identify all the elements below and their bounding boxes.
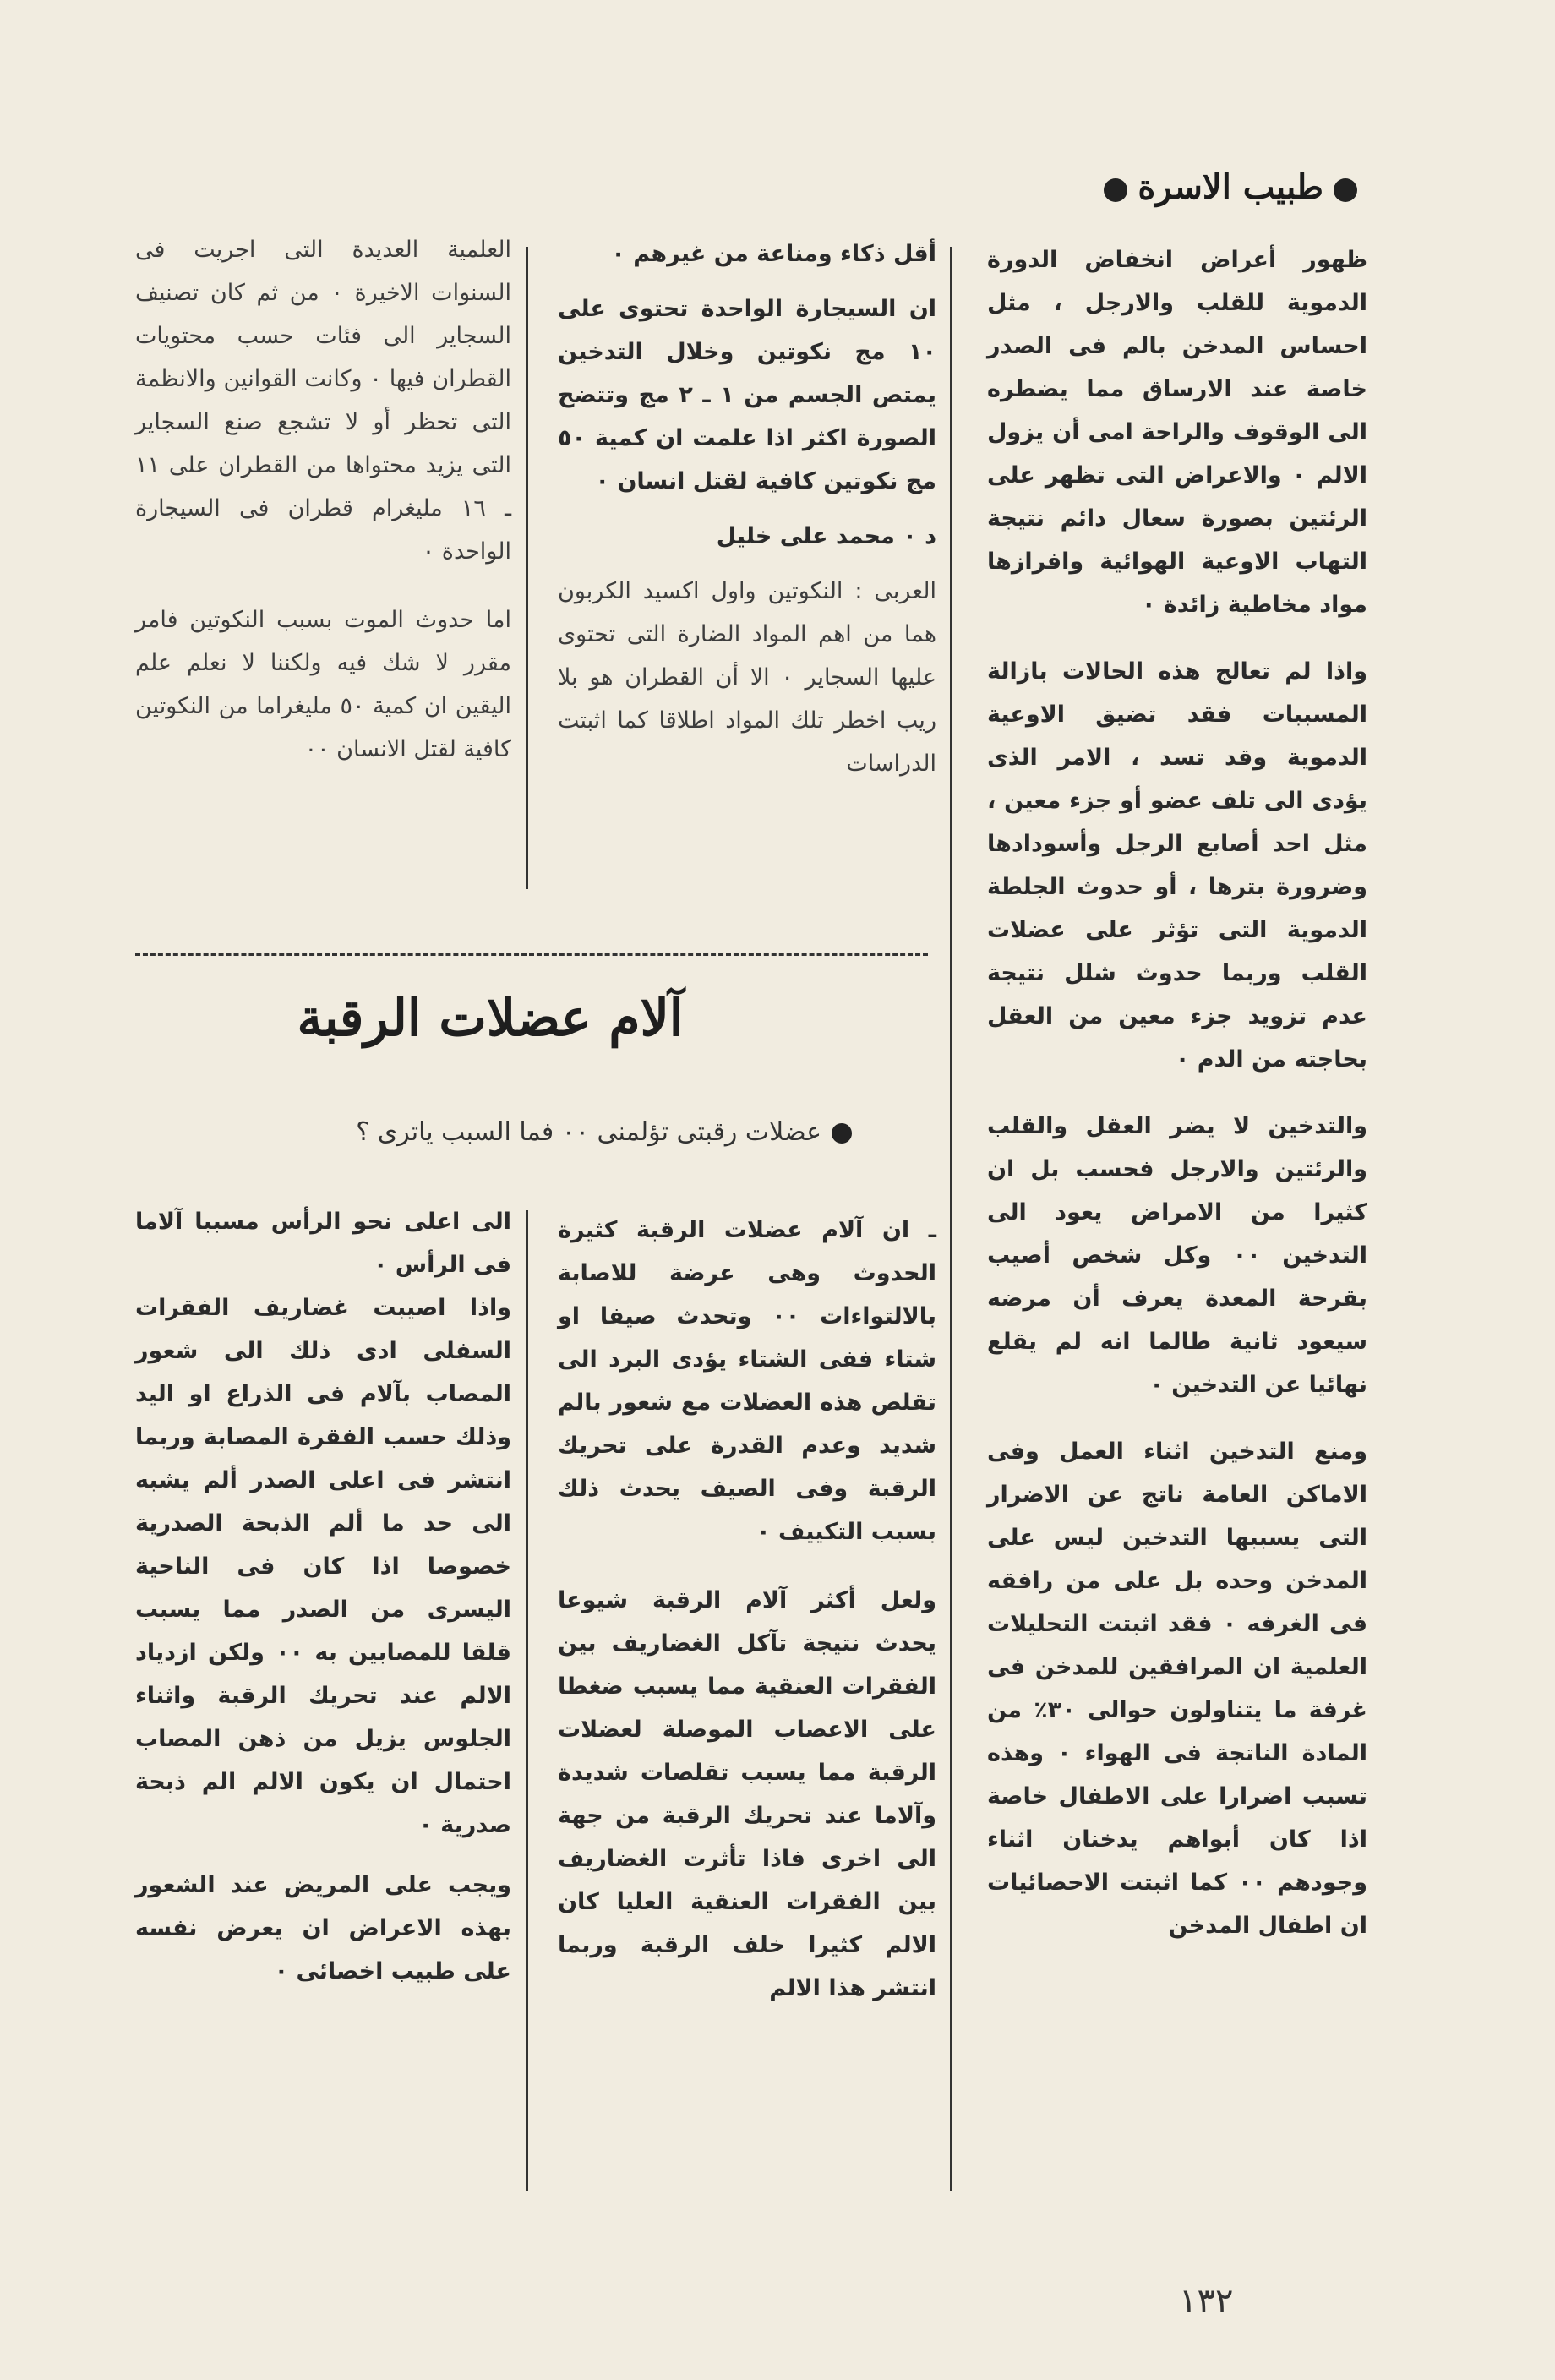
column-divider xyxy=(526,1210,528,2191)
bullet-icon xyxy=(832,1123,852,1144)
paragraph: ولعل أكثر آلام الرقبة شيوعا يحدث نتيجة تآكل الغضاريف بين الفقرات العنقية مما يسبب ضغطا على الاعصاب الموصلة لعضلات الرقبة مما يسبب تقلصات شديدة وآلاما عند تحريك الرقبة من جهة الى اخرى فاذا تأثرت الغضاريف بين الفقرات العنقية العليا كان الالم كثيرا خلف الرقبة وربما انتشر هذا الالم xyxy=(558,1587,936,2001)
bottom-middle-column xyxy=(558,1209,936,2033)
paragraph: ـ ان آلام عضلات الرقبة كثيرة الحدوث وهى عرضة للاصابة بالالتواءات ٠٠ وتحدث صيفا او شتاء ففى الشتاء يؤدى البرد الى تقلص هذه العضلات مع شعور بالم شديد وعدم القدرة على تحريك الرقبة وفى الصيف يحدث ذلك بسبب التكييف ٠ xyxy=(558,1217,936,1545)
paragraph: العربى : النكوتين واول اكسيد الكربون هما من اهم المواد الضارة التى تحتوى عليها السجاير ٠ الا أن القطران هو بلا ريب اخطر تلك المواد اطلاقا كما اثبتت الدراسات xyxy=(558,578,936,777)
section-title: طبيب الاسرة xyxy=(1138,167,1323,207)
author-signature: د ٠ محمد على خليل xyxy=(716,523,936,549)
paragraph: الى اعلى نحو الرأس مسببا آلاما فى الرأس ٠ xyxy=(135,1209,511,1278)
bullet-icon xyxy=(1104,178,1127,202)
paragraph: ومنع التدخين اثناء العمل وفى الاماكن العامة ناتج عن الاضرار التى يسببها التدخين ليس على المدخن وحده بل على من رافقه فى الغرفه ٠ فقد اثبتت التحليلات العلمية ان المرافقين للمدخن فى غرفة ما يتناولون حوالى ٣٠٪ من المادة الناتجة فى الهواء ٠ وهذه تسبب اضرارا على الاطفال خاصة اذا كان أبواهم يدخنان اثناء وجودهم ٠٠ كما اثبتت الاحصائيات ان اطفال المدخن xyxy=(987,1438,1367,1939)
section-separator xyxy=(135,953,928,956)
page-number: ١٣٢ xyxy=(1179,2282,1234,2321)
bullet-icon xyxy=(1334,178,1357,202)
top-left-column xyxy=(135,228,511,794)
paragraph: ويجب على المريض عند الشعور بهذه الاعراض ان يعرض نفسه على طبيب اخصائى ٠ xyxy=(135,1872,511,1984)
paragraph: اما حدوث الموت بسبب النكوتين فامر مقرر لا شك فيه ولكننا لا نعلم علم اليقين ان كمية ٥٠ مليغراما من النكوتين كافية لقتل الانسان ٠٠ xyxy=(135,607,511,762)
paragraph: واذا لم تعالج هذه الحالات بازالة المسببات فقد تضيق الاوعية الدموية وقد تسد ، الامر الذى يؤدى الى تلف عضو أو جزء معين ، مثل احد أصابع الرجل وأسودادها وضرورة بترها ، أو حدوث الجلطة الدموية التى تؤثر على عضلات القلب وربما حدوث شلل نتيجة عدم تزويد جزء معين من العقل بحاجته من الدم ٠ xyxy=(987,658,1367,1073)
paragraph: واذا اصيبت غضاريف الفقرات السفلى ادى ذلك الى شعور المصاب بآلام فى الذراع او اليد وذلك حسب الفقرة المصابة وربما انتشر فى اعلى الصدر ألم يشبه الى حد ما ألم الذبحة الصدرية خصوصا اذا كان فى الناحية اليسرى من الصدر مما يسبب قلقا للمصابين به ٠٠ ولكن ازدياد الالم عند تحريك الرقبة واثناء الجلوس يزيل من ذهن المصاب احتمال ان يكون الالم الم ذبحة صدرية ٠ xyxy=(135,1295,511,1838)
top-middle-column xyxy=(558,232,936,809)
paragraph: ان السيجارة الواحدة تحتوى على ١٠ مج نكوتين وخلال التدخين يمتص الجسم من ١ ـ ٢ مج وتتضح الصورة اكثر اذا علمت ان كمية ٥٠ مج نكوتين كافية لقتل انسان ٠ xyxy=(558,296,936,494)
paragraph: ظهور أعراض انخفاض الدورة الدموية للقلب والارجل ، مثل احساس المدخن بالم فى الصدر خاصة عند الارساق مما يضطره الى الوقوف والراحة امى أن يزول الالم ٠ والاعراض التى تظهر على الرئتين بصورة سعال دائم نتيجة التهاب الاوعية الهوائية وافرازها مواد مخاطية زائدة ٠ xyxy=(987,247,1367,618)
paragraph: العلمية العديدة التى اجريت فى السنوات الاخيرة ٠ من ثم كان تصنيف السجاير الى فئات حسب محتويات القطران فيها ٠ وكانت القوانين والانظمة التى تحظر أو لا تشجع صنع السجاير التى يزيد محتواها من القطران على ١١ ـ ١٦ مليغرام قطران فى السيجارة الواحدة ٠ xyxy=(135,237,512,565)
bottom-left-column xyxy=(135,1200,511,2017)
paragraph: والتدخين لا يضر العقل والقلب والرئتين والارجل فحسب بل ان كثيرا من الامراض يعود الى التدخين ٠٠ وكل شخص أصيب بقرحة المعدة يعرف أن مرضه سيعود ثانية طالما انه لم يقلع نهائيا عن التدخين ٠ xyxy=(987,1113,1367,1398)
column-divider xyxy=(526,247,528,889)
column-divider xyxy=(950,247,952,2191)
right-column xyxy=(987,238,1367,1971)
article-title: آلام عضلات الرقبة xyxy=(297,989,684,1048)
question-text: عضلات رقبتى تؤلمنى ٠٠ فما السبب ياترى ؟ xyxy=(356,1117,821,1147)
article-question xyxy=(254,1117,862,1147)
paragraph: أقل ذكاء ومناعة من غيرهم ٠ xyxy=(611,241,936,267)
section-header xyxy=(945,167,1367,207)
